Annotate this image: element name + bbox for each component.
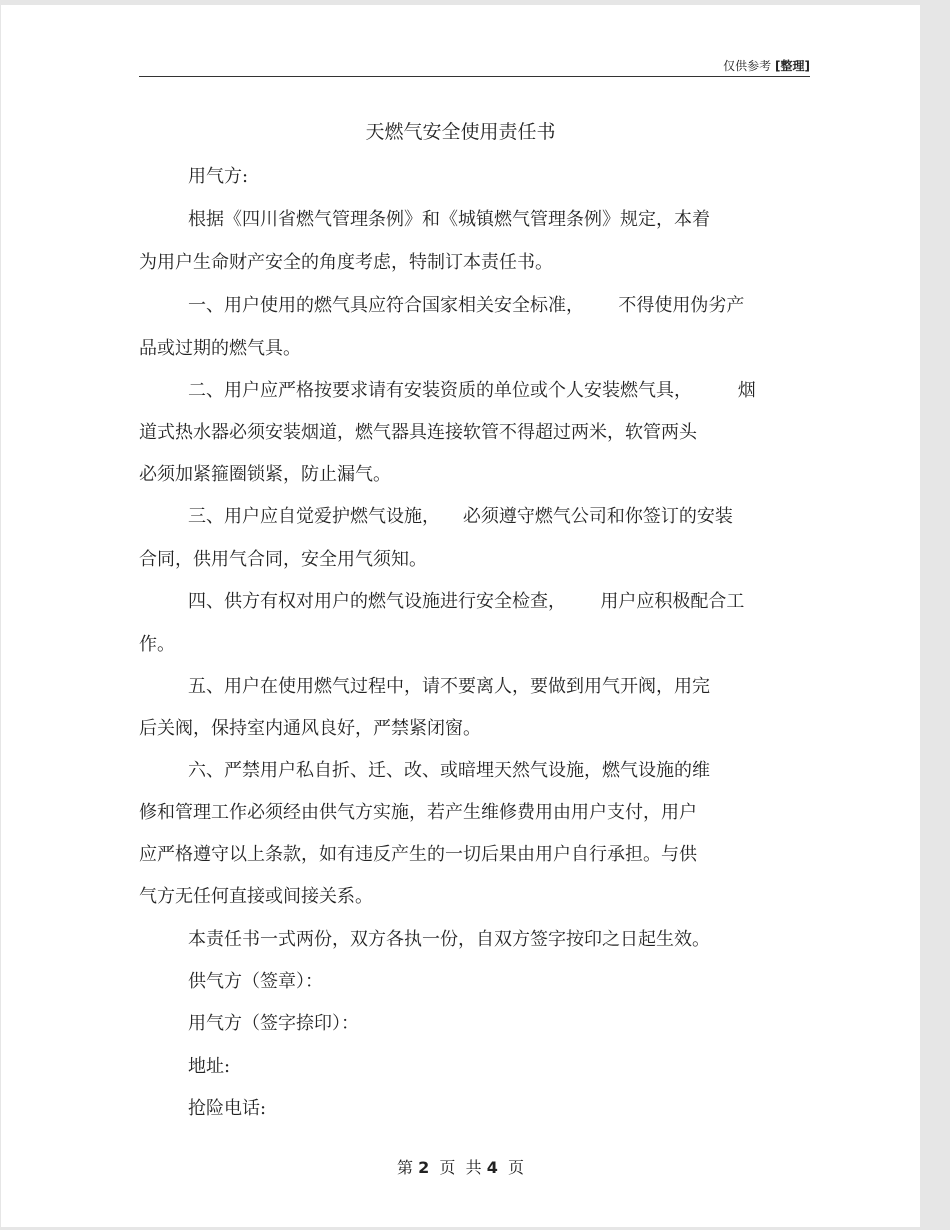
page-footer [1,1155,920,1178]
current-page-number: 2 [418,1158,430,1177]
clause-2-line: 道式热水器必须安装烟道，燃气器具连接软管不得超过两米，软管两头 [139,422,697,443]
emergency-phone-label: 抢险电话: [188,1098,267,1119]
clause-6-line: 应严格遵守以上条款，如有违反产生的一切后果由用户自行承担。与供 [139,844,697,865]
clause-1-line: 品或过期的燃气具。 [139,338,301,359]
header-note: 仅供参考 [723,59,772,73]
document-title: 天燃气安全使用责任书 [365,121,556,143]
supplier-signature-label: 供气方（签章）： [188,971,323,992]
page-header [723,57,810,74]
header-tag: [整理] [775,59,810,73]
footer-text: 页 [439,1158,456,1177]
clause-6-line: 气方无任何直接或间接关系。 [139,886,373,907]
clause-3-line: 三、用户应自觉爱护燃气设施， 必须遵守燃气公司和你签订的安装 [188,506,733,527]
intro-line: 根据《四川省燃气管理条例》和《城镇燃气管理条例》规定，本着 [188,209,710,230]
header-rule [139,76,810,77]
clause-6-line: 六、严禁用户私自折、迁、改、或暗埋天然气设施，燃气设施的维 [188,760,710,781]
clause-5-line: 五、用户在使用燃气过程中，请不要离人，要做到用气开阀，用完 [188,676,710,697]
clause-6-line: 修和管理工作必须经由供气方实施，若产生维修费用由用户支付，用户 [139,802,697,823]
user-party-label: 用气方: [188,166,249,187]
clause-4-line: 四、供方有权对用户的燃气设施进行安全检查， 用户应积极配合工 [188,591,745,612]
footer-text: 共 [465,1158,482,1177]
total-pages-number: 4 [486,1158,498,1177]
clause-1-line: 一、用户使用的燃气具应符合国家相关安全标准， 不得使用伪劣产 [188,295,745,316]
user-signature-label: 用气方（签字捺印）： [188,1013,359,1034]
clause-3-line: 合同，供用气合同，安全用气须知。 [139,549,427,570]
document-page [1,5,920,1227]
clause-5-line: 后关阀，保持室内通风良好，严禁紧闭窗。 [139,718,481,739]
footer-text: 页 [508,1158,525,1177]
footer-text: 第 [396,1158,413,1177]
clause-2-line: 必须加紧箍圈锁紧，防止漏气。 [139,464,391,485]
address-label: 地址: [188,1056,231,1077]
clause-4-line: 作。 [139,634,175,655]
intro-line: 为用户生命财产安全的角度考虑，特制订本责任书。 [139,252,553,273]
validity-statement: 本责任书一式两份，双方各执一份，自双方签字按印之日起生效。 [188,929,710,950]
clause-2-line: 二、用户应严格按要求请有安装资质的单位或个人安装燃气具， 烟 [188,380,756,401]
